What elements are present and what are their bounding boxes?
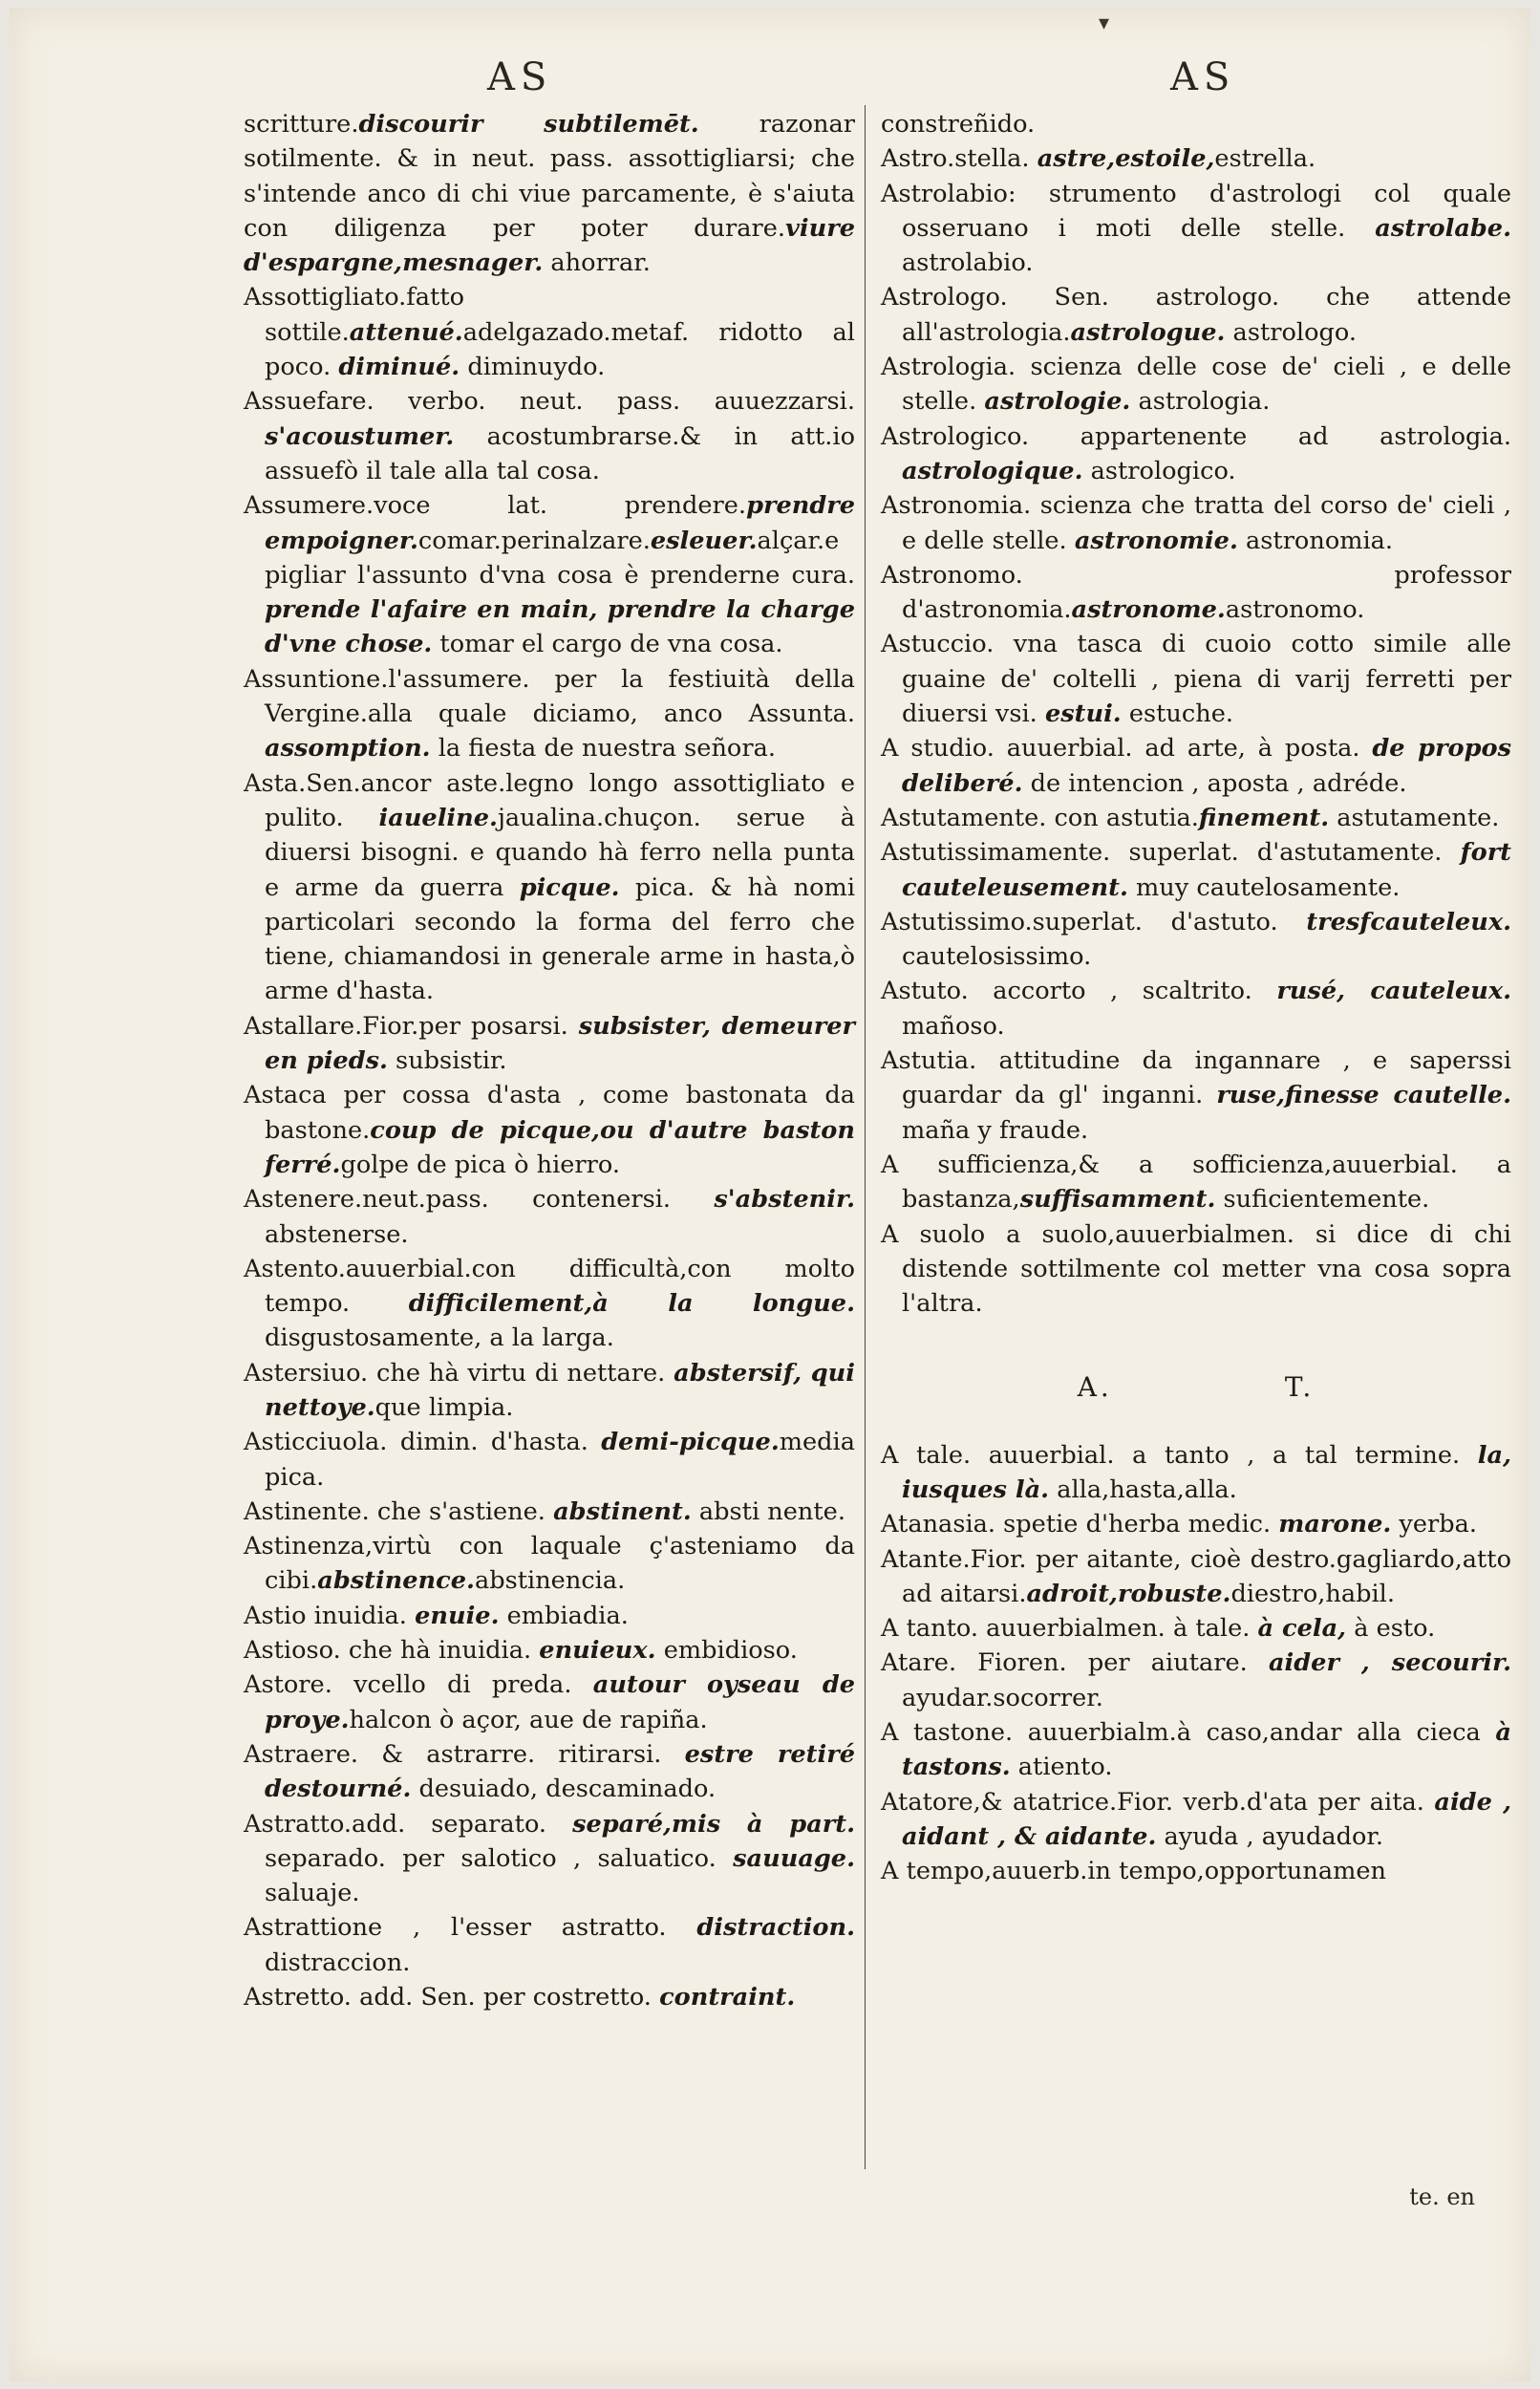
french-gloss: à cela, (1257, 1614, 1347, 1644)
running-head-right: AS (1170, 55, 1236, 99)
dictionary-entry (244, 1807, 855, 1911)
french-gloss: aide , aidant , & aidante. (902, 1787, 1512, 1851)
entry-text: Assumere.voce lat. prendere. (244, 491, 747, 521)
entry-text: Astuccio. vna tasca di cuoio cotto simile alle guaine de' coltelli , piena di varij ferretti per diuersi vsi. (881, 630, 1511, 729)
dictionary-entry (881, 107, 1511, 141)
french-gloss: contraint. (659, 1983, 796, 2012)
dictionary-entry (244, 1495, 855, 1529)
entry-text: A tempo,auuerb.in tempo,opportunamen (881, 1857, 1387, 1886)
entry-text: Astrattione , l'esser astratto. (244, 1913, 697, 1943)
entry-text: A tale. auuerbial. a tanto , a tal termine. (881, 1440, 1478, 1470)
french-gloss: distraction. (696, 1913, 855, 1943)
french-gloss: estui. (1044, 699, 1122, 729)
entry-text: A suolo a suolo,auuerbialmen. si dice di chi distende sottilmente col metter vna cosa sopra l'altra. (881, 1219, 1511, 1319)
french-gloss: prende l'afaire en main, prendre la charge d'vne chose. (265, 595, 855, 659)
entry-text: desuiado, descaminado. (411, 1775, 717, 1804)
entry-text: Astrologico. appartenente ad astrologia. (881, 421, 1511, 451)
entry-text: embiadia. (499, 1601, 629, 1630)
french-gloss: rusé, cauteleux. (1276, 977, 1512, 1006)
entry-text: abstenerse. (265, 1219, 409, 1249)
french-gloss: estre retiré destourné. (265, 1739, 855, 1804)
french-gloss: demi-picque. (601, 1428, 780, 1457)
entry-text: ayuda , ayudador. (1156, 1821, 1383, 1851)
entry-text: Astutamente. con astutia. (881, 803, 1199, 832)
entry-text: Assottigliato.fatto sottile. (244, 283, 465, 347)
entry-text: maña y fraude. (902, 1115, 1089, 1145)
french-gloss: subsister, demeurer en pieds. (265, 1011, 855, 1076)
french-gloss: diminué. (338, 353, 460, 382)
french-gloss: sauuage. (733, 1843, 855, 1873)
french-gloss: separé,mis à part. (572, 1809, 855, 1839)
entry-text: Astro.stella. (881, 144, 1037, 174)
entry-text: disgustosamente, a la larga. (265, 1324, 614, 1353)
right-column (881, 107, 1511, 1889)
dictionary-entry (881, 1148, 1511, 1217)
dictionary-entry (244, 1737, 855, 1807)
dictionary-entry (244, 280, 855, 384)
entry-text: Astento.auuerbial.con difficultà,con molto tempo. (244, 1254, 855, 1319)
entry-text: Astaca per cossa d'asta , come bastonata da bastone. (244, 1081, 855, 1145)
entry-text: Astuto. accorto , scaltrito. (881, 977, 1277, 1006)
entry-text: cautelosissimo. (902, 942, 1092, 972)
entry-text: razonar sotilmente. & in neut. pass. assottigliarsi; che s'intende anco di chi viue parcamente, è s'aiuta con diligenza per poter durare. (244, 110, 856, 243)
entry-text: alçar.e pigliar l'assunto d'vna cosa è prenderne cura. (265, 526, 855, 590)
french-gloss: discourir subtilemēt. (358, 110, 699, 139)
dictionary-page (10, 8, 1530, 2381)
french-gloss: esleuer. (650, 526, 758, 555)
entry-text: Astronomia. scienza che tratta del corso de' cieli , e delle stelle. (881, 491, 1511, 555)
french-gloss: tresfcauteleux. (1306, 907, 1511, 936)
entry-text: halcon ò açor, aue de rapiña. (349, 1705, 708, 1734)
french-gloss: astrologique. (902, 456, 1083, 485)
dictionary-entry (881, 177, 1511, 281)
entry-text: Astore. vcello di preda. (244, 1670, 593, 1700)
french-gloss: à tastons. (902, 1718, 1511, 1782)
french-gloss: de propos deliberé. (902, 734, 1511, 798)
entry-text: Asta.Sen.ancor aste.legno longo assottigliato e pulito. (244, 768, 855, 832)
entry-text: estuche. (1121, 699, 1234, 729)
entry-text: A tanto. auuerbialmen. à tale. (881, 1614, 1258, 1644)
dictionary-entry (881, 1854, 1511, 1888)
entry-text: acostumbrarse.& in att.io assuefò il tale alla tal cosa. (265, 421, 855, 485)
french-gloss: astronome. (1071, 595, 1226, 625)
french-gloss: fort cauteleusement. (902, 838, 1511, 902)
dictionary-entry (881, 905, 1511, 975)
dictionary-entry (244, 1078, 855, 1182)
section-letter-a: A. (1077, 1371, 1113, 1404)
dictionary-entry (881, 731, 1511, 801)
section-letter-t: T. (1284, 1371, 1315, 1404)
dictionary-entry (881, 488, 1511, 558)
entry-text: astronomo. (1225, 595, 1365, 625)
dictionary-entry (244, 1425, 855, 1495)
entry-text: Astratto.add. separato. (244, 1809, 573, 1839)
dictionary-entry (244, 766, 855, 1009)
left-column (244, 107, 855, 2014)
entry-text: à esto. (1346, 1614, 1436, 1644)
dictionary-entry (881, 1646, 1511, 1715)
entry-text: Atanasia. spetie d'herba medic. (881, 1510, 1279, 1539)
french-gloss: abstinence. (317, 1566, 475, 1596)
running-head-left: AS (487, 55, 553, 99)
dictionary-entry (881, 1507, 1511, 1541)
dictionary-entry (244, 1668, 855, 1737)
column-rule (865, 105, 866, 2169)
dictionary-entry (244, 488, 855, 661)
entry-text: pica. & hà nomi particolari secondo la forma del ferro che tiene, chiamandosi in generale arme in hasta,ò arme d'hasta. (265, 872, 855, 1006)
entry-text: Astrologia. scienza delle cose de' cieli , e delle stelle. (881, 353, 1511, 417)
french-gloss: astre,estoile, (1037, 144, 1215, 174)
entry-text: media pica. (265, 1428, 855, 1492)
entry-text: Astenere.neut.pass. contenersi. (244, 1185, 715, 1215)
entry-text: astutamente. (1329, 803, 1500, 832)
entry-text: yerba. (1391, 1510, 1478, 1539)
dictionary-entry (244, 1529, 855, 1599)
dictionary-entry (881, 350, 1511, 420)
french-gloss: marone. (1278, 1510, 1392, 1539)
entry-text: alla,hasta,alla. (1049, 1474, 1237, 1504)
dictionary-entry (881, 974, 1511, 1044)
dictionary-entry (244, 384, 855, 488)
french-gloss: astrologue. (1070, 317, 1226, 347)
dictionary-entry (244, 1633, 855, 1668)
dictionary-entry (881, 627, 1511, 731)
french-gloss: picque. (519, 872, 620, 902)
entry-text: subsistir. (387, 1046, 507, 1076)
dictionary-entry (881, 1044, 1511, 1148)
entry-text: Atatore,& atatrice.Fior. verb.d'ata per aita. (881, 1787, 1435, 1817)
entry-text: Assuefare. verbo. neut. pass. auuezzarsi. (244, 387, 855, 417)
entry-text: comar.perinalzare. (417, 526, 651, 555)
entry-text: estrella. (1214, 144, 1316, 174)
entry-text: Astinenza,virtù con laquale ç'asteniamo da cibi. (244, 1532, 855, 1596)
entry-text: saluaje. (265, 1879, 360, 1908)
french-gloss: suffisamment. (1019, 1185, 1216, 1215)
entry-text: atiento. (1010, 1753, 1113, 1782)
entry-text: Astersiuo. che hà virtu di nettare. (244, 1358, 674, 1388)
entry-text: Astrolabio: strumento d'astrologi col quale osseruano i moti delle stelle. (881, 179, 1511, 243)
french-gloss: ruse,finesse cautelle. (1216, 1081, 1511, 1110)
right-column-bottom-entries (881, 1438, 1511, 1889)
french-gloss: enuieux. (539, 1636, 656, 1666)
french-gloss: aider , secourir. (1268, 1648, 1511, 1678)
entry-text: Astinente. che s'astiene. (244, 1496, 554, 1526)
dictionary-entry (244, 107, 855, 280)
entry-text: muy cautelosamente. (1127, 872, 1401, 902)
entry-text: Assuntione.l'assumere. per la festiuità della Vergine.alla quale diciamo, anco Assunta. (244, 664, 855, 729)
entry-text: que limpia. (374, 1392, 514, 1422)
french-gloss: autour oyseau de proye. (265, 1670, 855, 1734)
entry-text: tomar el cargo de vna cosa. (432, 630, 783, 659)
entry-text: golpe de pica ò hierro. (340, 1150, 620, 1179)
section-heading (881, 1370, 1511, 1405)
dictionary-entry (244, 1980, 855, 2014)
entry-text: scritture. (244, 110, 359, 139)
dictionary-entry (881, 801, 1511, 835)
french-gloss: abstinent. (553, 1496, 692, 1526)
entry-text: diestro,habil. (1230, 1579, 1395, 1608)
entry-text: Astallare.Fior.per posarsi. (244, 1011, 579, 1041)
french-gloss: difficilement,à la longue. (408, 1289, 855, 1319)
entry-text: Astutia. attitudine da ingannare , e saperssi guardar da gl' inganni. (881, 1046, 1511, 1110)
dictionary-entry (244, 1356, 855, 1426)
dictionary-entry (881, 141, 1511, 176)
entry-text: astrologico. (1082, 456, 1236, 485)
entry-text: astrologo. (1225, 317, 1357, 347)
entry-text: de intencion , aposta , adréde. (1022, 768, 1407, 798)
entry-text: mañoso. (902, 1011, 1005, 1041)
french-gloss: astronomie. (1074, 526, 1238, 555)
entry-text: la fiesta de nuestra señora. (430, 734, 776, 764)
french-gloss: enuie. (415, 1601, 500, 1630)
entry-text: A tastone. auuerbialm.à caso,andar alla cieca (881, 1718, 1496, 1748)
entry-text: astrologia. (1130, 387, 1271, 417)
entry-text: Astutissimo.superlat. d'astuto. (881, 907, 1307, 936)
entry-text: adelgazado.metaf. ridotto al poco. (265, 317, 855, 382)
dictionary-entry (881, 1542, 1511, 1612)
french-gloss: s'acoustumer. (265, 421, 455, 451)
dictionary-entry (244, 1182, 855, 1252)
dictionary-entry (881, 1715, 1511, 1785)
entry-text: separado. per salotico , saluatico. (265, 1843, 734, 1873)
entry-text: Astronomo. professor d'astronomia. (881, 560, 1511, 625)
dictionary-entry (881, 420, 1511, 489)
entry-text: Atante.Fior. per aitante, cioè destro.gagliardo,atto ad aitarsi. (881, 1544, 1511, 1608)
entry-text: ahorrar. (543, 248, 651, 278)
entry-text: Astio inuidia. (244, 1601, 416, 1630)
entry-text: Astretto. add. Sen. per costretto. (244, 1983, 660, 2012)
entry-text: diminuydo. (460, 353, 606, 382)
entry-text: abstinencia. (474, 1566, 626, 1596)
entry-text: distraccion. (265, 1948, 411, 1977)
dictionary-entry (881, 1611, 1511, 1646)
dictionary-entry (881, 280, 1511, 350)
entry-text: absti nente. (691, 1496, 845, 1526)
dictionary-entry (244, 1910, 855, 1980)
entry-text: Astraere. & astrarre. ritirarsi. (244, 1739, 685, 1769)
entry-text: suficientemente. (1215, 1185, 1430, 1215)
dictionary-entry (881, 1438, 1511, 1508)
french-gloss: astrolabe. (1375, 213, 1511, 243)
french-gloss: abstersif, qui nettoye. (265, 1358, 855, 1422)
page-mark: ▾ (1099, 11, 1110, 35)
dictionary-entry (881, 835, 1511, 905)
dictionary-entry (881, 558, 1511, 628)
dictionary-entry (881, 1785, 1511, 1855)
entry-text: A studio. auuerbial. ad arte, à posta. (881, 734, 1373, 764)
french-gloss: assomption. (265, 734, 431, 764)
french-gloss: astrologie. (984, 387, 1131, 417)
right-column-top-entries (881, 107, 1511, 1321)
french-gloss: viure d'espargne,mesnager. (244, 213, 855, 278)
dictionary-entry (244, 1599, 855, 1633)
entry-text: jaualina.chuçon. serue à diuersi bisogni. e quando hà ferro nella punta e arme da guerra (265, 803, 855, 902)
catchword: te. en (1409, 2184, 1475, 2210)
entry-text: astronomia. (1237, 526, 1394, 555)
entry-text: astrolabio. (902, 248, 1034, 278)
french-gloss: attenué. (349, 317, 463, 347)
french-gloss: adroit,robuste. (1026, 1579, 1231, 1608)
dictionary-entry (244, 662, 855, 766)
french-gloss: s'abstenir. (714, 1185, 855, 1215)
entry-text: ayudar.socorrer. (902, 1683, 1103, 1712)
entry-text: Atare. Fioren. per aiutare. (881, 1648, 1269, 1678)
entry-text: Astioso. che hà inuidia. (244, 1636, 540, 1666)
entry-text: embidioso. (655, 1636, 798, 1666)
french-gloss: prendre empoigner. (265, 491, 855, 555)
entry-text: Astutissimamente. superlat. d'astutamente. (881, 838, 1461, 868)
french-gloss: la, iusques là. (902, 1440, 1511, 1504)
french-gloss: finement. (1198, 803, 1330, 832)
french-gloss: iaueline. (378, 803, 498, 832)
dictionary-entry (881, 1217, 1511, 1322)
entry-text: Astrologo. Sen. astrologo. che attende all'astrologia. (881, 283, 1511, 347)
french-gloss: coup de picque,ou d'autre baston ferré. (265, 1115, 855, 1179)
entry-text: constreñido. (881, 110, 1036, 139)
dictionary-entry (244, 1252, 855, 1356)
dictionary-entry (244, 1009, 855, 1079)
entry-text: Asticciuola. dimin. d'hasta. (244, 1428, 602, 1457)
entry-text: A sufficienza,& a sofficienza,auuerbial. a bastanza, (881, 1150, 1511, 1215)
